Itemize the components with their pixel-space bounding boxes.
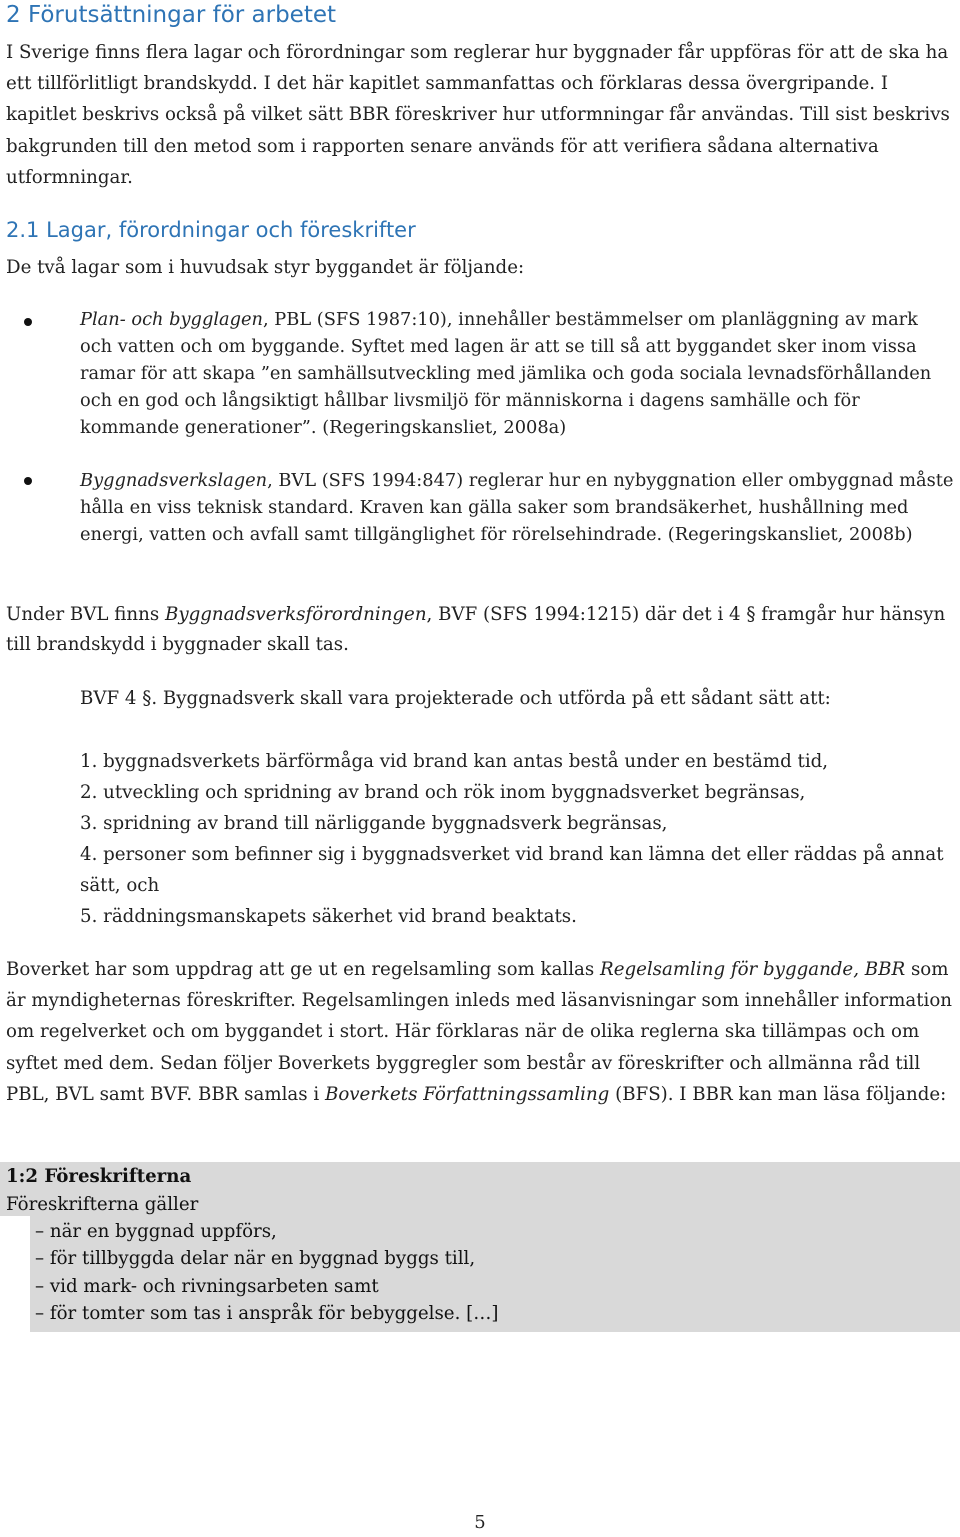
law-name-bvl: Byggnadsverkslagen — [80, 470, 268, 491]
bvf-list-item: 1. byggnadsverkets bärförmåga vid brand kan antas bestå under en bestämd tid, — [80, 751, 829, 772]
page-number: 5 — [474, 1512, 486, 1533]
section-heading: 2.1 Lagar, förordningar och föreskrifter — [6, 218, 416, 242]
excerpt-title: 1:2 Föreskrifterna — [6, 1166, 192, 1187]
bvf-law-name: Byggnadsverksförordningen — [164, 604, 427, 625]
section-lead-paragraph: De två lagar som i huvudsak styr byggandet är följande: — [6, 257, 525, 278]
bvf-paragraph-text: Under BVL finns — [6, 604, 165, 625]
excerpt-list-item: – för tomter som tas i anspråk för bebyggelse. […] — [35, 1303, 499, 1324]
bvf-list-item: 4. personer som befinner sig i byggnadsverket vid brand kan lämna det eller räddas på annat sätt, och — [80, 844, 944, 896]
bvf-quote-intro: BVF 4 §. Byggnadsverk skall vara projekterade och utförda på ett sådant sätt att: — [80, 688, 831, 709]
excerpt-list-item: – vid mark- och rivningsarbeten samt — [35, 1276, 379, 1297]
excerpt-list-item: – för tillbyggda delar när en byggnad byggs till, — [35, 1248, 476, 1269]
bvf-paragraph — [6, 600, 954, 660]
excerpt-lead: Föreskrifterna gäller — [6, 1194, 199, 1215]
bvf-list-item: 5. räddningsmanskapets säkerhet vid brand beaktats. — [80, 906, 577, 927]
bullet-item-bvl — [80, 467, 955, 548]
bullet-item-pbl — [80, 306, 955, 441]
boverket-paragraph-text: som är myndigheternas föreskrifter. Regelsamlingen inleds med läsanvisningar som innehåller information om regelverket och om byggandet i stort. Här förklaras när de olika reglerna ska tillämpas och om syftet med dem. Sedan följer Boverkets byggregler som består av föreskrifter och allmänna råd till PBL, BVL samt BVF. BBR samlas i — [6, 959, 952, 1105]
bullet-dot-icon — [24, 318, 32, 326]
bullet-dot-icon — [24, 477, 32, 485]
bullet-text-pbl: , PBL (SFS 1987:10), innehåller bestämmelser om planläggning av mark och vatten och om byggande. Syftet med lagen är att se till så att byggandet sker inom vissa ramar för att skapa ”en samhällsutveckling med jämlika och goda sociala levnadsförhållanden och en god och långsiktigt hållbar livsmiljö för människorna i dagens samhälle och för kommande generationer”. (Regeringskansliet, 2008a) — [80, 309, 932, 438]
excerpt-list-item: – när en byggnad uppförs, — [35, 1221, 277, 1242]
bvf-paragraph-text: , BVF (SFS 1994:1215) där det i 4 § framgår hur hänsyn till brandskydd i byggnader skall tas. — [6, 604, 946, 655]
boverket-paragraph-text: (BFS). I BBR kan man läsa följande: — [609, 1083, 947, 1105]
boverket-paragraph-text: Boverket har som uppdrag att ge ut en regelsamling som kallas — [6, 959, 600, 980]
boverket-regelsamling-title: Regelsamling för byggande, BBR — [600, 959, 906, 980]
boverket-bfs-title: Boverkets Författningssamling — [324, 1083, 610, 1105]
chapter-intro-paragraph: I Sverige finns flera lagar och förordningar som reglerar hur byggnader får uppföras för att de ska ha ett tillförlitligt brandskydd. I det här kapitlet sammanfattas och förklaras dessa övergripande. I kapitlet beskrivs också på vilket sätt BBR föreskriver hur utformningar får användas. Till sist beskrivs bakgrunden till den metod som i rapporten senare används för att verifiera sådana alternativa utformningar. — [6, 42, 950, 188]
bvf-list-item: 3. spridning av brand till närliggande byggnadsverk begränsas, — [80, 813, 668, 834]
boverket-paragraph — [6, 954, 954, 1110]
bbr-excerpt-box — [0, 1162, 960, 1332]
law-name-pbl: Plan- och bygglagen — [80, 309, 263, 330]
chapter-heading: 2 Förutsättningar för arbetet — [6, 2, 337, 28]
bvf-list-item: 2. utveckling och spridning av brand och rök inom byggnadsverket begränsas, — [80, 782, 806, 803]
bullet-text-bvl: , BVL (SFS 1994:847) reglerar hur en nybyggnation eller ombyggnad måste hålla en viss teknisk standard. Kraven kan gälla saker som brandsäkerhet, hushållning med energi, vatten och avfall samt tillgänglighet för rörelsehindrade. (Regeringskansliet, 2008b) — [80, 470, 954, 545]
